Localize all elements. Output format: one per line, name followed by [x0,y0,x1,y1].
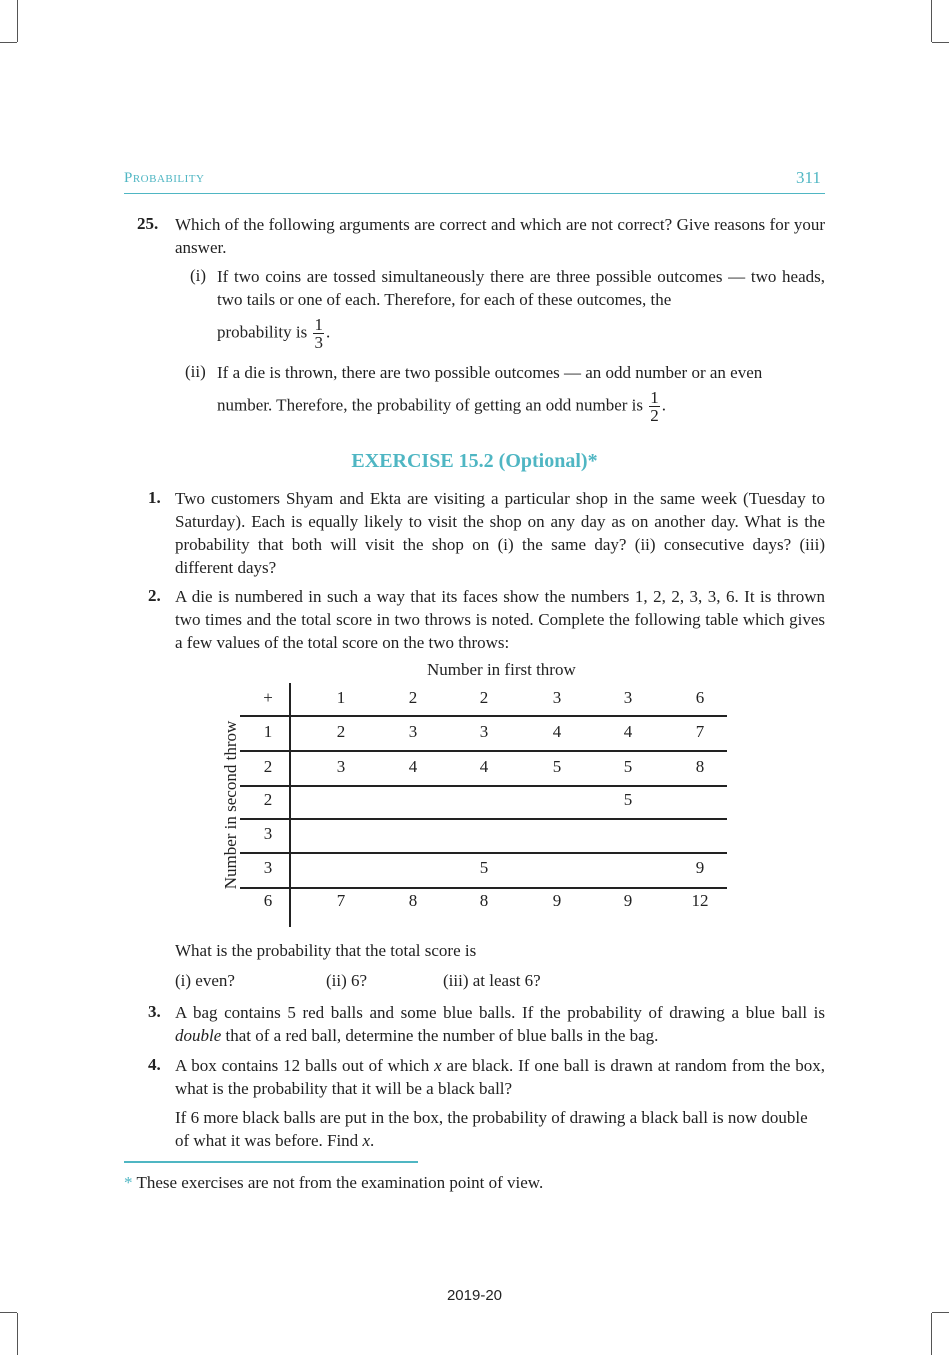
table-header-cell: 6 [695,688,705,707]
table-row-rule [240,750,727,752]
crop-mark [17,0,18,42]
sub-text: If a die is thrown, there are two possible outcomes — an odd number or an even [217,363,763,382]
fraction [649,389,660,424]
question-text: Two customers Shyam and Ekta are visiting a particular shop in the same week (Tuesday to Saturday). Each is equally likely to visit the shop on any day as on another day. What is the probability that both will visit the shop on (i) the same day? (ii) consecutive days? (iii) different days? [175,489,825,577]
question-text: Which of the following arguments are correct and which are not correct? Give reasons for your answer. [175,215,825,257]
table-cell: 9 [695,858,705,877]
table-column-rule [289,683,291,927]
table-header-cell: 2 [479,688,489,707]
question-text [175,1001,825,1047]
text-part: A bag contains 5 red balls and some blue balls. If the probability of drawing a blue ball is [175,1003,825,1022]
sub-text-prob: probability is $\frac{1}{3}$ . [217,315,331,352]
table-cell: 7 [336,891,346,910]
crop-mark [932,42,949,43]
fraction [313,316,324,351]
footer-year: 2019-20 [446,1287,503,1304]
table-row-rule [240,785,727,787]
table-cell: 5 [479,858,489,877]
table-row-header: 3 [263,824,273,843]
table-cell: 5 [623,790,633,809]
crop-mark [0,1312,17,1313]
header-rule [124,193,825,194]
crop-mark [931,0,932,42]
text-part: are black. If one ball is drawn at random from the box, what is the probability that it will be a black ball? [175,1056,826,1098]
table-cell: 9 [552,891,562,910]
sub-text: If two coins are tossed simultaneously there are three possible outcomes — two heads, two tails or one of each. Therefore, for each of these outcomes, the [217,267,825,309]
table-row-header: 1 [263,722,273,741]
table-cell: 7 [695,722,705,741]
sub-label: (ii) [185,362,206,381]
question-number: 2. [148,586,161,605]
page-number: 311 [796,168,821,187]
table-top-label: Number in first throw [427,660,576,679]
exercise-title: EXERCISE 15.2 (Optional)* [351,450,598,472]
table-row-rule [240,818,727,820]
footnote-rule [124,1161,418,1163]
table-header-cell: 3 [623,688,633,707]
denominator: 2 [650,406,659,425]
table-row-rule [240,887,727,889]
table-row-rule [240,852,727,854]
table-row-header: 2 [263,790,273,809]
table-row-header: 2 [263,757,273,776]
footnote [124,1171,724,1194]
question-number: 1. [148,488,161,507]
crop-mark [931,1313,932,1355]
numerator: 1 [314,315,323,334]
text-part: . [369,1131,375,1150]
table-cell: 5 [552,757,562,776]
question-text [175,1106,825,1152]
question-number: 4. [148,1055,161,1074]
prob-label: number. Therefore, the probability of getting an odd number is [217,395,643,415]
footnote-star: * [124,1173,133,1192]
prob-label: probability is [217,322,308,342]
crop-mark [932,1312,949,1313]
variable: x [434,1056,442,1075]
sub-text-prob: number. Therefore, the probability of getting an odd number is $\frac{1}{2}$ . [217,388,666,425]
numerator: 1 [650,388,659,407]
table-header-cell: 1 [336,688,346,707]
option: (ii) 6? [326,971,368,990]
question-number: 3. [148,1002,161,1021]
running-header-chapter: Probability [124,170,205,186]
sub-label: (i) [190,266,207,285]
question-text [175,1054,825,1100]
text-part: A box contains 12 balls out of which [175,1056,430,1075]
option: (i) even? [175,971,235,990]
question-number: 25. [137,214,159,233]
table-cell: 3 [479,722,489,741]
option: (iii) at least 6? [443,971,541,990]
table-cell: 9 [623,891,633,910]
question-text: What is the probability that the total score is [175,941,477,960]
footnote-text: These exercises are not from the examination point of view. [136,1173,544,1192]
table-cell: 3 [408,722,418,741]
table-cell: 8 [408,891,418,910]
table-header-cell: + [263,688,273,707]
denominator: 3 [314,333,323,352]
table-cell: 8 [479,891,489,910]
table-side-label: Number in second throw [221,720,240,890]
table-row-rule [240,715,727,717]
crop-mark [0,42,17,43]
table-cell: 2 [336,722,346,741]
table-cell: 3 [336,757,346,776]
table-cell: 4 [623,722,633,741]
table-header-cell: 2 [408,688,418,707]
text-part: that of a red ball, determine the number of blue balls in the bag. [225,1026,659,1045]
crop-mark [17,1313,18,1355]
table-row-header: 3 [263,858,273,877]
question-text: A die is numbered in such a way that its faces show the numbers 1, 2, 2, 3, 3, 6. It is thrown two times and the total score in two throws is noted. Complete the following table which gives a few values of the total score on the two throws: [175,587,825,652]
text-part: If 6 more black balls are put in the box, the probability of drawing a black ball is now double of what it was before. Find [175,1108,808,1150]
table-cell: 12 [691,891,709,910]
table-header-cell: 3 [552,688,562,707]
variable: x [362,1131,370,1150]
table-row-header: 6 [263,891,273,910]
emphasis: double [175,1026,222,1045]
table-cell: 4 [479,757,489,776]
table-cell: 5 [623,757,633,776]
table-cell: 4 [552,722,562,741]
table-cell: 4 [408,757,418,776]
table-cell: 8 [695,757,705,776]
